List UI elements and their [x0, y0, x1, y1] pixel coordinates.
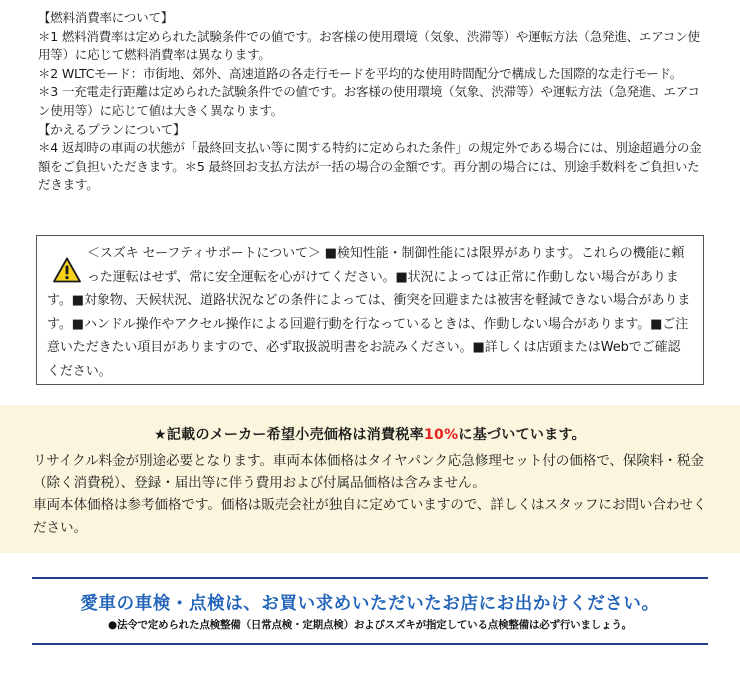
price-heading-text: ★記載のメーカー希望小売価格は消費税率	[154, 427, 424, 443]
warning-triangle-icon	[53, 257, 81, 283]
price-notice-band	[0, 405, 740, 553]
tax-rate-highlight: 10%	[423, 427, 459, 443]
fuel-and-plan-notes	[38, 9, 706, 195]
fuel-notes-heading: 【燃料消費率について】	[38, 10, 174, 25]
price-notice-body	[33, 450, 713, 539]
safety-notice-text: ＜スズキ セーフティサポートについて＞ ■検知性能・制御性能には限界があります。これらの機能に頼った運転はせず、常に安全運転を心がけてください。■状況によっては正常に作動しない場合があります。■対象物、天候状況、道路状況などの条件によっては、衝突を回避または被害を軽減できない場合があります。■ハンドル操作やアクセル操作による回避行動を行なっているときは、作動しない場合があります。■ご注意いただきたい項目がありますので、必ず取扱説明書をお読みください。■詳しくは店頭またはWebでご確認ください。	[47, 246, 691, 379]
price-heading-suffix: に基づいています。	[458, 427, 586, 443]
service-inspection-note: ●法令で定められた点検整備（日常点検・定期点検）およびスズキが指定している点検整備は必ず行いましょう。	[108, 619, 632, 631]
safety-support-notice	[36, 235, 704, 385]
note-3: ＊3 一充電走行距離は定められた試験条件での値です。お客様の使用環境（気象、渋滞等）や運転方法（急発進、エアコン使用等）に応じて値は大きく異なります。	[38, 84, 700, 118]
price-notice-heading	[0, 424, 740, 444]
service-divider-top	[32, 577, 708, 579]
service-inspection-title: 愛車の車検・点検は、お買い求めいただいたお店にお出かけください。	[80, 594, 660, 614]
note-4-5: ＊4 返却時の車両の状態が「最終回支払い等に関する特約に定められた条件」の規定外である場合には、別途超過分の金額をご負担いただきます。＊5 最終回お支払方法が一括の場合の金額です。再分割の場合には、別途手数料をご負担いただきます。	[38, 140, 702, 193]
price-note-recycling: リサイクル料金が別途必要となります。車両本体価格はタイヤパンク応急修理セット付の価格で、保険料・税金（除く消費税）、登録・届出等に伴う費用および付属品価格は含みません。	[33, 453, 704, 492]
note-1: ＊1 燃料消費率は定められた試験条件での値です。お客様の使用環境（気象、渋滞等）や運転方法（急発進、エアコン使用等）に応じて燃料消費率は異なります。	[38, 28, 700, 63]
service-divider-bottom	[32, 643, 708, 645]
price-note-reference: 車両本体価格は参考価格です。価格は販売会社が独自に定めていますので、詳しくはスタッフにお問い合わせください。	[33, 497, 707, 536]
plan-notes-heading: 【かえるプランについて】	[38, 121, 186, 137]
note-2: ＊2 WLTCモード：市街地、郊外、高速道路の各走行モードを平均的な使用時間配分で構成した国際的な走行モード。	[38, 65, 683, 81]
